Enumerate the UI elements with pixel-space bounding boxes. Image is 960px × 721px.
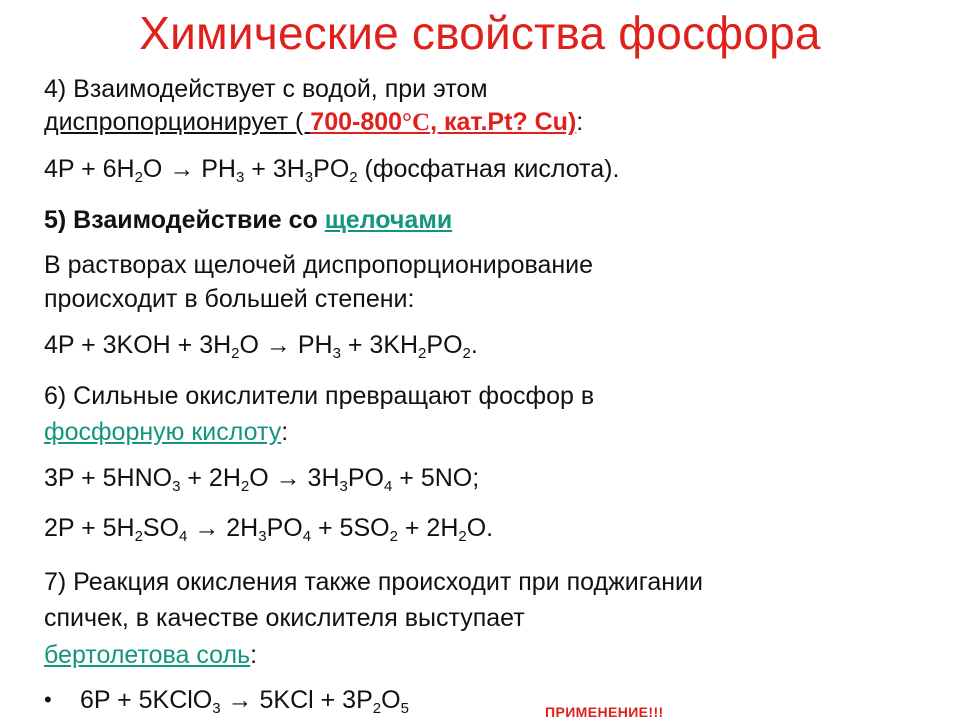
item6-line1: 6) Сильные окислители превращают фосфор в: [44, 382, 595, 410]
item6-line2: [44, 416, 288, 448]
slide-title: Химические свойства фосфора: [139, 7, 821, 59]
item7-line1: 7) Реакция окисления также происходит при поджигании: [44, 568, 703, 596]
item5-heading-text: 5) Взаимодействие со: [44, 206, 325, 234]
condition-degree: °C: [402, 109, 431, 136]
item5-heading: [44, 204, 452, 236]
alkali-link[interactable]: щелочами: [324, 206, 453, 234]
condition-catalyst: , кат.Pt? Cu): [430, 108, 577, 136]
bullet-point: •: [44, 687, 52, 712]
item4-line1: 4) Взаимодействует с водой, при этом: [44, 75, 488, 103]
item4-equation: $4P + 6H_2O \to PH_3 + 3H_3PO_2$ (фосфатная кислота).: [44, 155, 620, 186]
item5-line2: происходит в большей степени:: [44, 285, 415, 313]
item6-colon: :: [281, 418, 289, 446]
item7-line2: спичек, в качестве окислителя выступает: [44, 604, 525, 632]
item6-equation1: $3P + 5HNO_3 + 2H_2O \to 3H_3PO_4 + 5NO$;: [44, 464, 480, 495]
application-note[interactable]: ПРИМЕНЕНИЕ!!!: [545, 704, 664, 720]
item7-line3: [44, 639, 257, 671]
condition-temp: 700-800: [310, 108, 403, 136]
item4-open-paren: (: [288, 108, 311, 136]
phosphoric-acid-link[interactable]: фосфорную кислоту: [44, 418, 282, 446]
item7-colon: :: [250, 641, 258, 669]
item6-equation2: $2P + 5H_2SO_4 \to 2H_3PO_4 + 5SO_2 + 2H_2O$.: [44, 514, 494, 545]
item7-equation: 6P + 5KClO$_3$ → $5KCl + 3P_2O_5$: [80, 686, 409, 717]
disproportionation-term: диспропорционирует: [44, 108, 289, 136]
item4-colon: :: [576, 108, 584, 136]
berthollet-salt-link[interactable]: бертолетова соль: [44, 641, 251, 669]
item4-line2: [44, 106, 583, 139]
item5-equation: $4P + 3KOH + 3H_2O \to PH_3 + 3KH_2PO_2$.: [44, 331, 478, 362]
item5-line1: В растворах щелочей диспропорционирование: [44, 251, 594, 279]
reaction-condition: [310, 108, 576, 136]
